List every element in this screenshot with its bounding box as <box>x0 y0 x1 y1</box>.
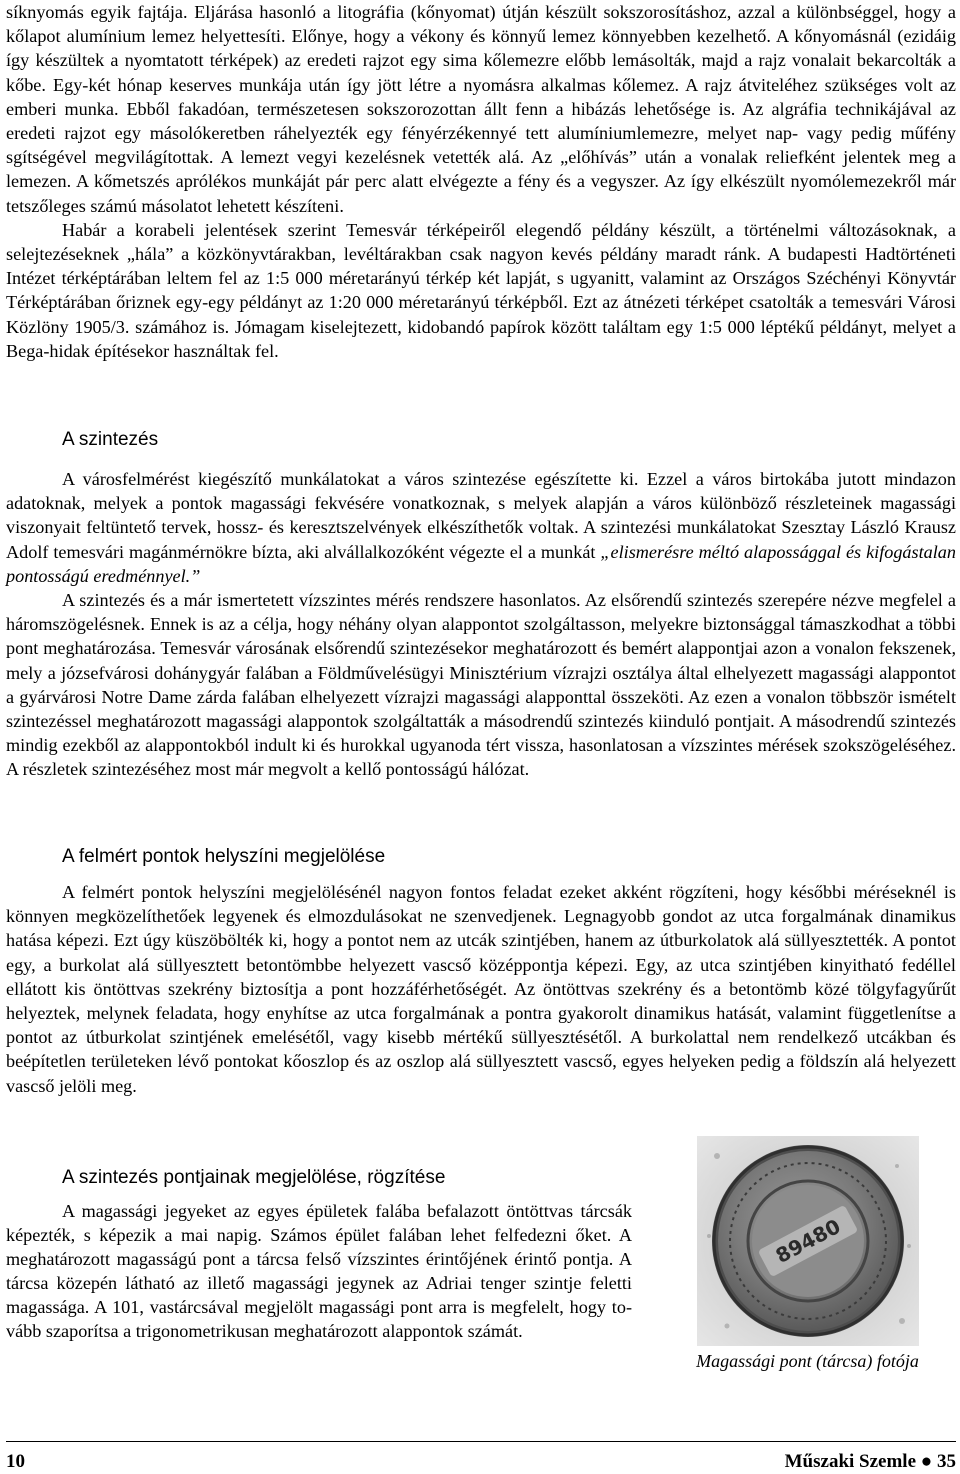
section-heading: A felmért pontok helyszíni megjelölése <box>62 846 386 867</box>
journal-title: Műszaki Szemle ● 35 <box>784 1451 956 1472</box>
szintezes-text-block <box>6 467 956 782</box>
quote-text: „elismerésre méltó alapossággal és kifogástalan pontosságú eredménnyel.” <box>6 541 956 586</box>
benchmark-disc-photo <box>697 1136 919 1346</box>
paragraph: A szintezés és a már ismertetett vízszintes mérés rendszere hasonlatos. Az elsőrendű szintezés szerepére nézve megfelel a háromszögelésnek. Ennek is az a célja, hogy néhány olyan alappontot szolgáltasson, melyekre biztonsággal támaszkodhat a többi pont meghatározása. Temesvár városának elsőrendű szintezésekor meghatározott és bemért alappontjai azon a vonalon fekszenek, mely a józsefvárosi dohánygyár falában a Földművelésügyi Minisztérium vízrajzi osztálya által elhelyezett magassági alappontot a gyárvárosi Notre Dame zárda falában elhelyezett vízrajzi magassági alapponttal összeköti. Az ezen a vonalon többször ismételt szintezéssel meghatározott magassági alappontok szolgáltatták a másodrendű szintezés kiinduló pontjait. A másodrendű szintezés mindig ezekből az alappontokból indult ki és hurokkal ugyanoda tért vissza, hasonlatosan a vízszintes mérések szokszögeléséhez. A részletek szintezéséhez most már megvolt a kellő pontosságú hálózat. <box>6 590 956 780</box>
section-heading: A szintezés pontjainak megjelölése, rögzítése <box>62 1167 446 1188</box>
page-number: 10 <box>6 1451 25 1472</box>
section-heading: A szintezés <box>62 429 159 450</box>
disc-value-label: 89480 <box>771 1214 845 1268</box>
rogzites-text-block <box>6 1199 632 1344</box>
paragraph: A felmért pontok helyszíni megjelölésénél nagyon fontos feladat ezeket akként rögzíteni, hogy későbbi méréseknél is könnyen megközelíthetőek legyenek és elmozdulásokat ne szenvedjenek. Legnagyobb gondot az utca forgalmának dinamikus hatása képezi. Ezt úgy küszöbölték ki, hogy a pontot nem az utcák szintjében, hanem az útburkolatok alá süllyesztették. A pontot egy, a burkolat alá süllyesztett betontömbbe helyezett vascső középpontja képezi. Egy, az utca szintjében kinyitható fedéllel ellátott kis öntöttvas szekrény biztosítja a pont hozzáférhetőségét. Az öntöttvas szekrény és a betontömb közé tölgyfagyűrűt helyeztek, melynek feladata, hogy enyhítse az utca forgalmának a pontra gyakorolt dinamikus hatását, valamint függetlenítse a pontot az útburkolat szintjének emelésétől, vagy kisebb mértékű süllyesztésétől. A burkolattal nem rendelkező utcákban és beépítetlen területeken lévő pontokat kőoszlop és az oszlop alá süllyesztett vascső, egyes helyeken pedig a földszín alá helyezett vascső jelöli meg. <box>6 882 956 1096</box>
pontok-text-block <box>6 880 956 1098</box>
paragraph <box>6 467 956 588</box>
intro-text-block <box>6 0 956 363</box>
paragraph: síknyomás egyik fajtája. Eljárása hasonló a litográfia (kőnyomat) útján készült sokszorosításhoz, azzal a különbséggel, hogy a kőlapot alumínium lemez helyettesíti. Előnye, hogy a vékony és könnyű lemez könnyebben kezelhető. A kőnyomásnál (ezidáig így készültek a nyomtatott térképek) az eredeti rajzot egy sima kőlemezre előbb lemásolták, majd a rajz vonalait bekarcolták a kőbe. Egy-két hónap keserves munkája után így jött létre a nyomásra alkalmas kőlemez. A rajz átviteléhez szükséges volt az emberi munka. Ebből fakadóan, természetesen sokszorozottan állt fenn a hibázás lehetősége is. Az algráfia technikájával az eredeti rajzot egy másolókeretben ráhelyezték egy fényérzékennyé tett alumíniumlemezre, melyet nap- vagy pedig műfény sgítségével megvilágítottak. A lemezt vegyi kezelésnek vetették alá. Az „előhívás” után a vonalak reliefként jelentek meg a lemezen. A kőmetszés aprólékos munkáját pár perc alatt elvégezte a fény és a vegyszer. Az így elkészült nyomólemezekről már tetszőleges számú másolatot lehetett készíteni. <box>6 2 956 216</box>
paragraph-text: A városfelmérést kiegészítő munkálatokat a város szintezése egészítette ki. Ezzel a város birtokába jutott mindazon adatoknak, melyek a pontok magassági fekvésére vonatkoznak, s melyek alapján a város különböző részleteinek magassági viszonyait feltüntető tervek, hossz- és keresztszelvények elkészíthetők voltak. A szintezési munkálatokat Szesztay László Krausz Adolf temesvári magánmérnökre bízta, aki alvállalkozóként végezte el a munkát <box>6 469 956 562</box>
benchmark-disc-icon <box>697 1136 919 1346</box>
figure-caption: Magassági pont (tárcsa) fotója <box>696 1351 919 1371</box>
paragraph: Habár a korabeli jelentések szerint Temesvár térképeiről elegendő példány készült, a történelmi változásoknak, a selejtezéseknek „hála” a közkönyvtárakban, levéltárakban csak nagyon kevés példány maradt ránk. A budapesti Hadtörténeti Intézet térképtárában leltem fel az 1:5 000 méretarányú térkép két lapját, s ugyanitt, valamint az Országos Széchényi Könyvtár Térképtárában őriznek egy-egy példányt az 1:20 000 méretarányú térképből. Ezt az átnézeti térképet csatolták a temesvári Városi Közlöny 1905/3. számához is. Jómagam kiselejtezett, kidobandó papírok között találtam egy 1:5 000 léptékű példányt, melyet a Bega-hidak építésekor használtak fel. <box>6 219 956 361</box>
paragraph: A magassági jegyeket az egyes épületek falába befalazott öntöttvas tárcsák képezték, s képezik a mai napig. Számos épület falában lehet felfedezni őket. A meghatározott magasságú pont a tárcsa felső vízszintes érintőjének érintő pontja. A tárcsa közepén látható az illető magassági jegynek az Adriai tenger szintje feletti magassága. A 101, vastárcsával megjelölt magassági pont arra is megfelelt, hogy tovább szaporítsa a trigonometrikusan meghatározott alappontok számát. <box>6 1201 632 1342</box>
footer-divider <box>6 1441 956 1442</box>
